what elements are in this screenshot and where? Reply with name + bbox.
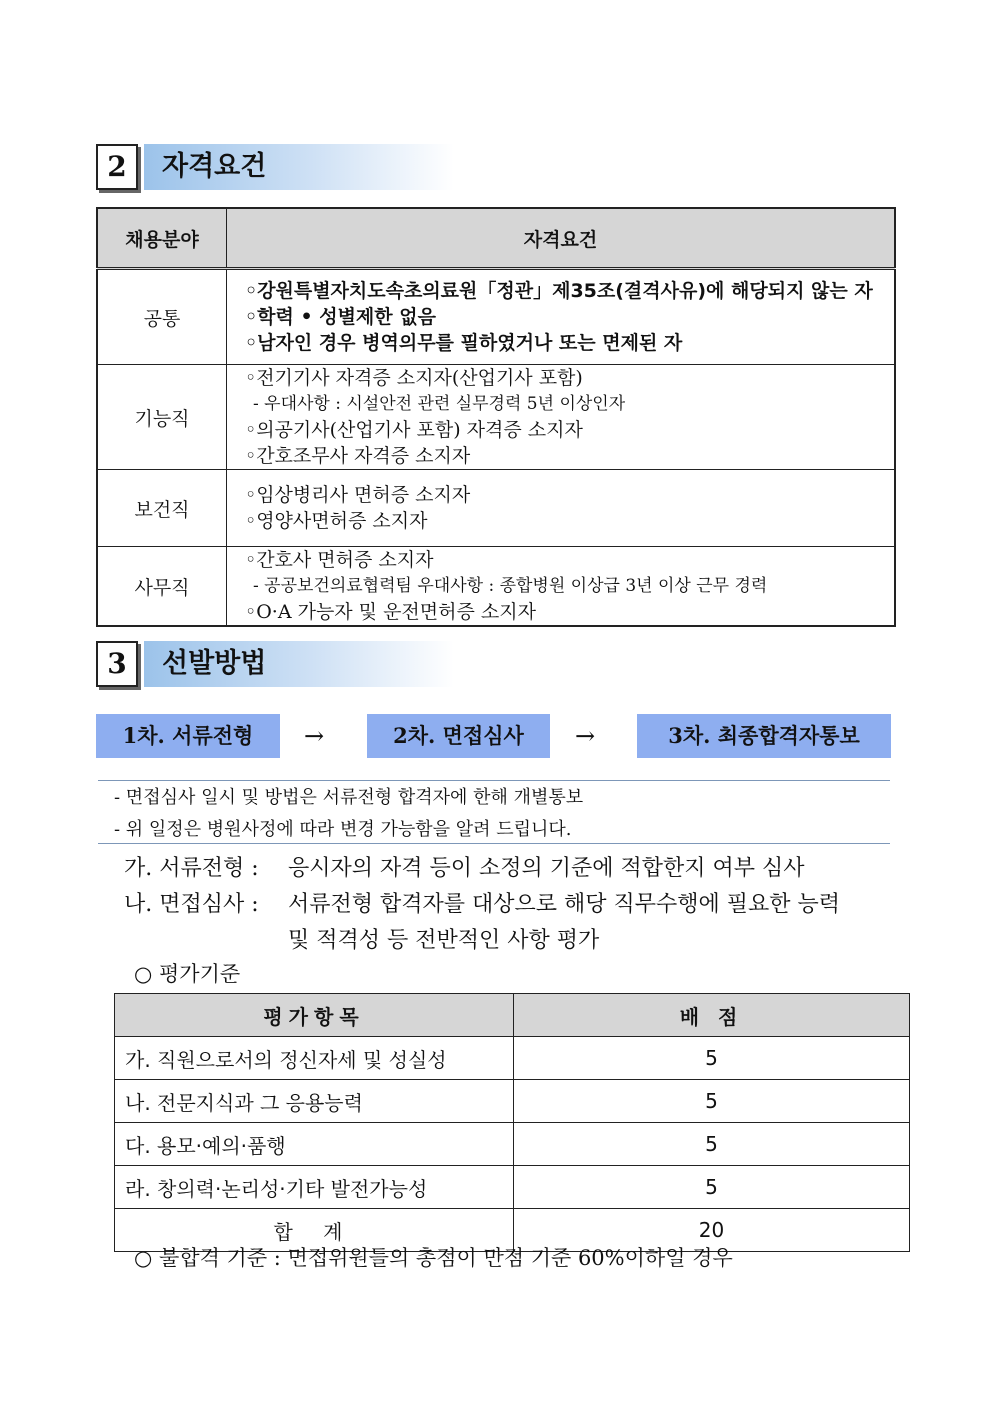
total-label: 합 계 (115, 1209, 514, 1252)
requirement-line: ◦전기기사 자격증 소지자(산업기사 포함) (245, 367, 583, 389)
section-title: 자격요건 (144, 144, 454, 190)
table-row (115, 1166, 910, 1209)
requirement-line: ◦간호조무사 자격증 소지자 (245, 445, 471, 467)
requirements-cell (227, 470, 896, 547)
section-title: 선발방법 (144, 641, 454, 687)
table-row (115, 1037, 910, 1080)
step-1-box: 1차. 서류전형 (96, 714, 280, 758)
requirement-line: ◦임상병리사 면허증 소지자 (245, 484, 471, 506)
table-row (115, 1080, 910, 1123)
item-label: 가. 서류전형 : (124, 856, 259, 881)
step-2-box: 2차. 면접심사 (367, 714, 550, 758)
requirements-cell (227, 547, 896, 627)
item-text: 응시자의 자격 등이 소정의 기준에 적합한지 여부 심사 (288, 856, 805, 881)
item-text-continued: 및 적격성 등 전반적인 사항 평가 (288, 928, 600, 953)
requirements-cell (227, 269, 896, 365)
field-cell: 기능직 (97, 365, 227, 470)
eval-item: 다. 용모·예의·품행 (115, 1123, 514, 1166)
requirement-line: ◦O·A 가능자 및 운전면허증 소지자 (245, 601, 536, 623)
eval-item: 나. 전문지식과 그 응용능력 (115, 1080, 514, 1123)
header-score: 배 점 (514, 994, 910, 1037)
eval-heading: ○ 평가기준 (134, 962, 241, 986)
requirements-cell (227, 365, 896, 470)
table-header-row (97, 208, 895, 269)
table-row (97, 470, 895, 547)
eval-item: 가. 직원으로서의 정신자세 및 성실성 (115, 1037, 514, 1080)
notes-box (98, 780, 890, 844)
eval-score: 5 (514, 1080, 910, 1123)
qualification-table (96, 207, 896, 627)
arrow-icon: → (304, 722, 325, 750)
requirement-subline: - 우대사항 : 시설안전 관련 실무경력 5년 이상인자 (253, 394, 626, 414)
header-eval-item: 평가항목 (115, 994, 514, 1037)
table-row (97, 365, 895, 470)
note-line: - 위 일정은 병원사정에 따라 변경 가능함을 알려 드립니다. (114, 819, 572, 840)
requirement-line: ◦간호사 면허증 소지자 (245, 549, 434, 571)
requirement-line: ◦남자인 경우 병역의무를 필하였거나 또는 면제된 자 (245, 332, 683, 354)
eval-item: 라. 창의력·논리성·기타 발전가능성 (115, 1166, 514, 1209)
requirement-line: ◦의공기사(산업기사 포함) 자격증 소지자 (245, 419, 583, 441)
evaluation-table (114, 993, 910, 1252)
header-field: 채용분야 (97, 208, 227, 269)
eval-score: 5 (514, 1166, 910, 1209)
field-cell: 보건직 (97, 470, 227, 547)
total-score: 20 (514, 1209, 910, 1252)
note-line: - 면접심사 일시 및 방법은 서류전형 합격자에 한해 개별통보 (114, 787, 584, 808)
section-number: 2 (96, 144, 138, 190)
header-requirements: 자격요건 (227, 208, 896, 269)
table-row (97, 547, 895, 627)
requirement-subline: - 공공보건의료협력팀 우대사항 : 종합병원 이상급 3년 이상 근무 경력 (253, 576, 768, 596)
arrow-icon: → (575, 722, 596, 750)
item-text: 서류전형 합격자를 대상으로 해당 직무수행에 필요한 능력 (288, 892, 841, 917)
section-number: 3 (96, 641, 138, 687)
requirement-line: ◦영양사면허증 소지자 (245, 510, 428, 532)
table-row (115, 1123, 910, 1166)
requirement-line: ◦학력 • 성별제한 없음 (245, 306, 436, 328)
table-row (97, 269, 895, 365)
field-cell: 사무직 (97, 547, 227, 627)
eval-score: 5 (514, 1037, 910, 1080)
eval-score: 5 (514, 1123, 910, 1166)
step-3-box: 3차. 최종합격자통보 (637, 714, 891, 758)
field-cell: 공통 (97, 269, 227, 365)
table-header-row (115, 994, 910, 1037)
requirement-line: ◦강원특별자치도속초의료원「정관」제35조(결격사유)에 해당되지 않는 자 (245, 280, 873, 302)
item-label: 나. 면접심사 : (124, 892, 259, 917)
fail-criteria: ○ 불합격 기준 : 면접위원들의 총점이 만점 기준 60%이하일 경우 (134, 1246, 733, 1270)
